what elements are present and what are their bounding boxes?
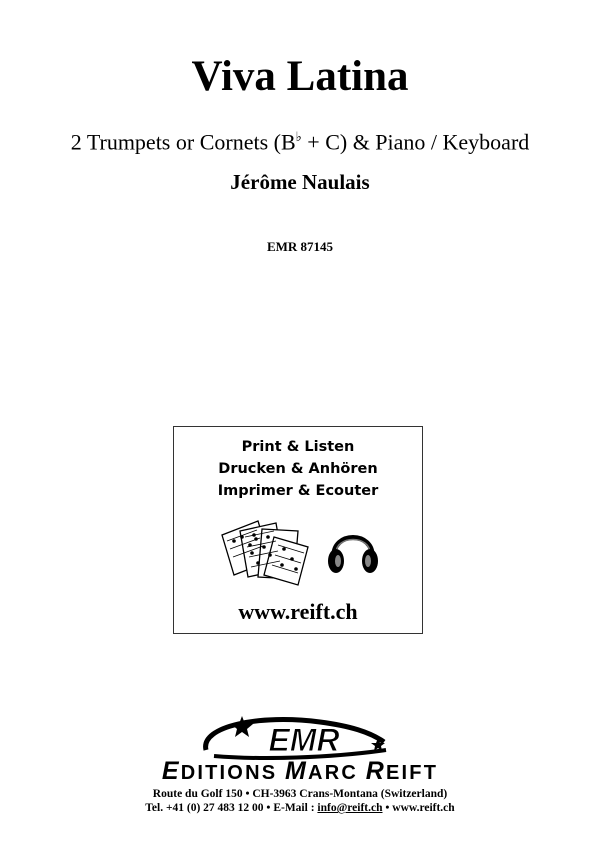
headphones-icon	[326, 521, 380, 577]
brand-m: M	[285, 757, 309, 785]
flat-sign: ♭	[295, 129, 302, 144]
print-listen-box	[173, 426, 423, 634]
composer-name: Jérôme Naulais	[230, 170, 370, 194]
brand-r: R	[365, 757, 386, 785]
promo-line-german: Drucken & Anhören	[218, 461, 378, 477]
promo-website-link[interactable]: www.reift.ch	[238, 599, 358, 624]
publisher-brand-name	[0, 757, 600, 785]
brand-eift: EIFT	[386, 762, 439, 784]
email-link[interactable]: info@reift.ch	[317, 802, 383, 814]
emr-logo-text: EMR	[268, 722, 340, 758]
page-title: Viva Latina	[191, 53, 409, 100]
promo-line-french: Imprimer & Ecouter	[217, 483, 379, 499]
catalog-number: EMR 87145	[266, 239, 334, 254]
publisher-contact	[0, 801, 600, 815]
brand-e: E	[161, 757, 181, 785]
emr-logo-graphic	[200, 712, 400, 760]
brand-arc: ARC	[308, 762, 366, 784]
publisher-address: Route du Golf 150 • CH-3963 Crans-Montana (Switzerland)	[152, 788, 448, 800]
subtitle-suffix: + C) & Piano / Keyboard	[301, 129, 530, 155]
sheet-music-icon	[218, 517, 310, 587]
subtitle-prefix: 2 Trumpets or Cornets (B	[70, 129, 296, 155]
contact-suffix: • www.reift.ch	[382, 802, 455, 814]
promo-line-english: Print & Listen	[241, 439, 355, 455]
instrumentation-subtitle	[0, 122, 600, 157]
brand-ditions: DITIONS	[180, 762, 286, 784]
contact-prefix: Tel. +41 (0) 27 483 12 00 • E-Mail :	[145, 802, 318, 814]
